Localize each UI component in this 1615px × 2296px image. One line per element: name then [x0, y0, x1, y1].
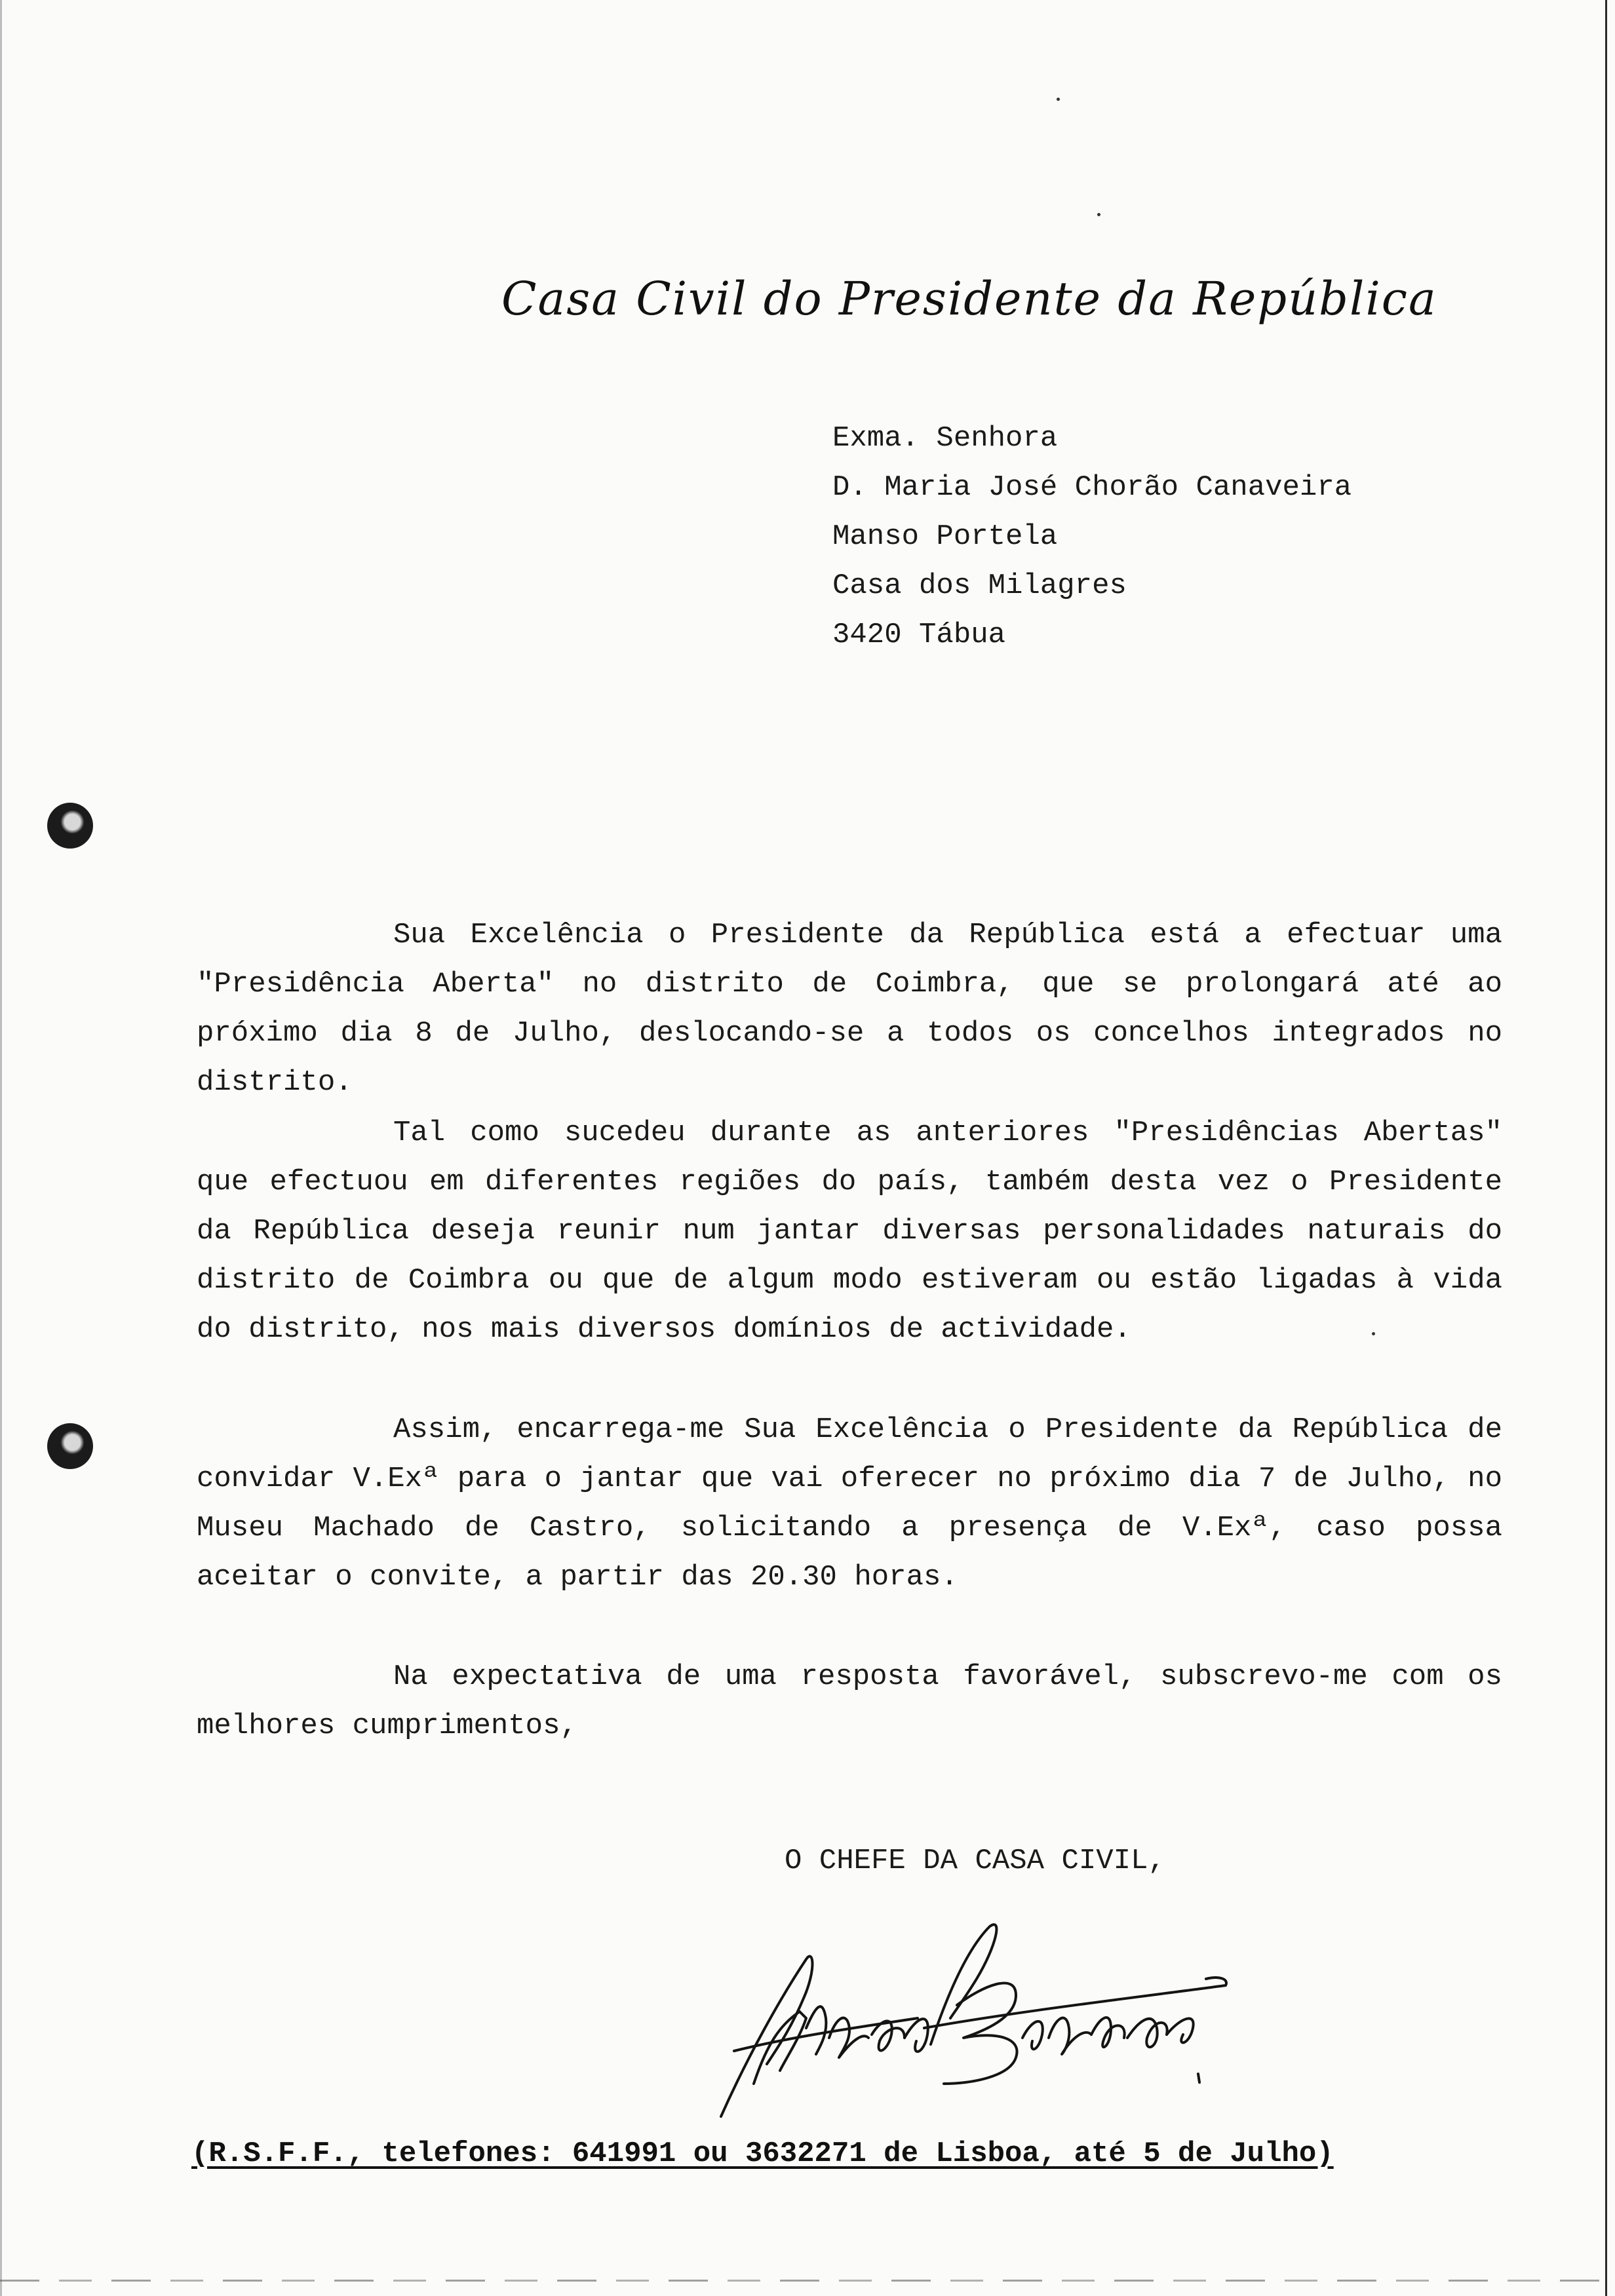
body-paragraph: Assim, encarrega-me Sua Excelência o Presidente da República de convidar V.Exª para o jantar que vai oferecer no próximo dia 7 de Julho, no Museu Machado de Castro, solicitando a presença de V.Exª, caso possa aceitar o convite, a partir das 20.30 horas. — [197, 1413, 1502, 1594]
letterhead: Casa Civil do Presidente da República — [501, 272, 1437, 326]
scan-speck — [1057, 98, 1060, 101]
body-paragraph: Na expectativa de uma resposta favorável, subscrevo-me com os melhores cumprimentos, — [197, 1660, 1502, 1742]
closing-title: O CHEFE DA CASA CIVIL, — [785, 1845, 1165, 1877]
punch-hole — [47, 1423, 93, 1469]
handwritten-signature — [708, 1887, 1232, 2130]
page-left-edge — [0, 0, 2, 2296]
recipient-address — [832, 414, 1352, 660]
recipient-line: D. Maria José Chorão Canaveira — [832, 471, 1352, 504]
recipient-line: Exma. Senhora — [832, 422, 1058, 455]
scan-speck — [1372, 1332, 1375, 1335]
scan-artifact-line — [0, 2280, 1615, 2282]
body-paragraph: Sua Excelência o Presidente da República está a efectuar uma "Presidência Aberta" no distrito de Coimbra, que se prolongará até ao próximo dia 8 de Julho, deslocando-se a todos os concelhos integrados no distrito. — [197, 919, 1502, 1099]
recipient-line: 3420 Tábua — [832, 619, 1006, 651]
body-paragraph: Tal como sucedeu durante as anteriores "Presidências Abertas" que efectuou em diferentes regiões do país, também desta vez o Presidente da República deseja reunir num jantar diversas personalidades naturais do distrito de Coimbra ou que de algum modo estiveram ou estão ligadas à vida do distrito, nos mais diversos domínios de actividade. — [197, 1117, 1502, 1346]
recipient-line: Manso Portela — [832, 520, 1058, 553]
recipient-line: Casa dos Milagres — [832, 569, 1127, 602]
page-right-edge — [1605, 0, 1607, 2296]
punch-hole — [47, 803, 93, 849]
footer-note: (R.S.F.F., telefones: 641991 ou 3632271 de Lisboa, até 5 de Julho) — [191, 2137, 1334, 2170]
scan-speck — [1097, 213, 1100, 216]
